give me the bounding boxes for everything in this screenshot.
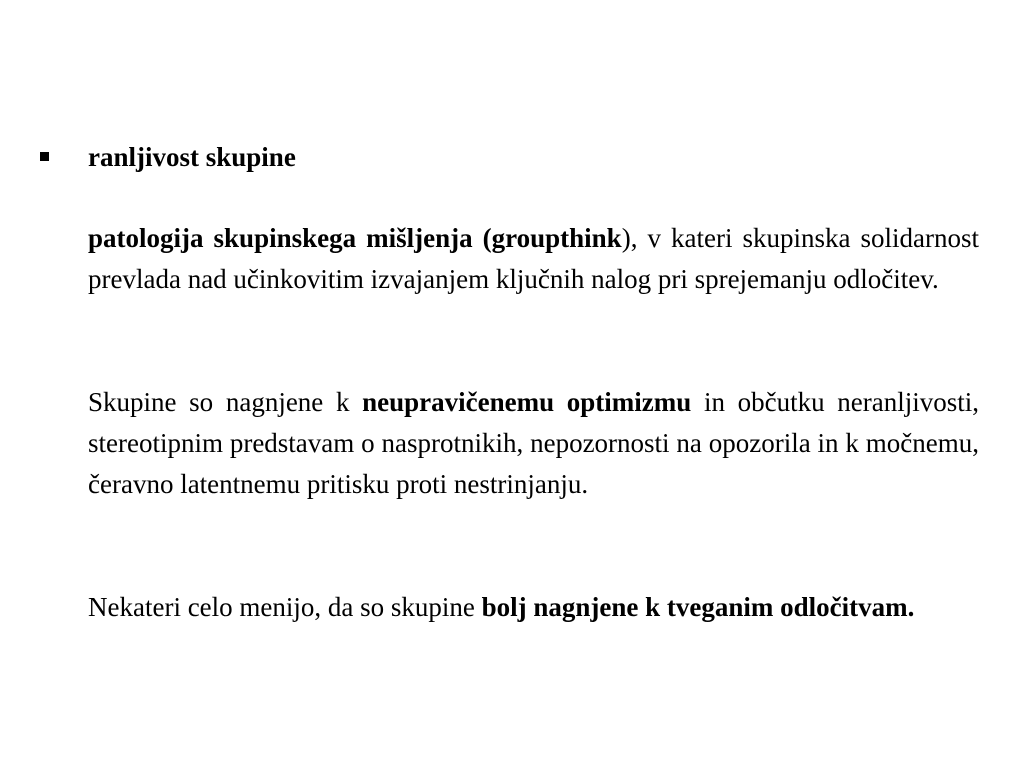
groupthink-term: patologija skupinskega mišljenja (groupthink (88, 223, 622, 253)
risk-intro: Nekateri celo menijo, da so skupine (88, 592, 482, 622)
groupthink-definition: ), v kateri skupinska solidarnost prevlada nad učinkovitim izvajanjem ključnih nalog pri sprejemanju odločitev. (88, 223, 979, 294)
bullet-item (40, 138, 980, 178)
bullet-heading: ranljivost skupine (88, 142, 296, 172)
square-bullet-icon (40, 152, 49, 161)
paragraph-groupthink (88, 218, 979, 300)
optimism-term: neupravičenemu optimizmu (362, 387, 692, 417)
risk-term: bolj nagnjene k tveganim odločitvam. (481, 592, 915, 622)
optimism-intro: Skupine so nagnjene k (88, 387, 363, 417)
paragraph-optimism (88, 382, 979, 505)
optimism-details: in občutku neranljivosti, stereotipnim predstavam o nasprotnikih, nepozornosti na opozorila in k močnemu, čeravno latentnemu pritisku proti nestrinjanju. (88, 387, 979, 499)
paragraph-risk (88, 587, 979, 628)
